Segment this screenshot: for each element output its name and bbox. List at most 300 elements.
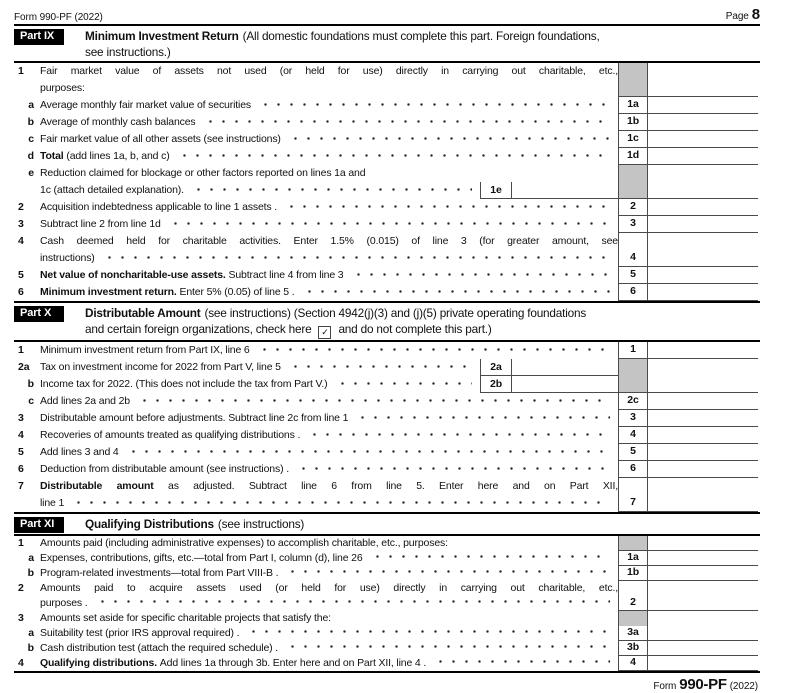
line-number: 3 [18,218,24,230]
line-number: 5 [18,269,24,281]
dot-leader [284,641,610,656]
form-row [0,611,758,626]
line-tag-box [618,284,648,301]
line-tag: 1b [626,565,640,578]
label-line [40,250,618,267]
part-rows [0,342,785,512]
form-row [0,216,758,233]
amount-field[interactable] [648,114,758,131]
form-row [0,410,758,427]
line-number: 2 [18,201,24,213]
label-line [40,131,618,148]
label-line [40,427,618,444]
amount-field[interactable] [648,165,758,199]
line-tag-box [618,97,648,114]
line-tag: 4 [630,251,636,263]
page-word: Page [725,11,749,22]
label-line [40,233,618,250]
part-title: Qualifying Distributions [85,516,214,531]
line-tag-box [618,626,648,641]
part-description: (All domestic foundations must complete this part. Foreign foundations, [242,29,600,43]
line-number: 2 [18,581,24,594]
line-label [40,641,618,656]
sub-amount-field[interactable] [511,182,618,199]
label-text [40,63,618,80]
part-heading-line [85,516,760,532]
line-number: a [28,626,34,639]
part-title: Distributable Amount [85,306,201,320]
line-tag-box [618,611,648,626]
amount-field[interactable] [648,410,758,427]
label-text: Suitability test (prior IRS approval required) . [40,626,240,639]
line-label [40,626,618,641]
label-text-bold: Distributable amount [40,479,154,492]
label-line [40,165,618,182]
label-line [40,80,618,97]
dot-leader [369,551,610,566]
label-line [40,359,618,376]
label-text: Subtract line 2 from line 1d [40,218,161,230]
dot-leader [350,267,611,284]
page-number: 8 [751,6,760,23]
label-line [40,97,618,114]
line-tag-box [618,216,648,233]
label-text-bold: Net value of noncharitable-use assets. [40,269,226,281]
amount-field[interactable] [648,581,758,611]
amount-field[interactable] [648,359,758,376]
part-section [0,303,785,514]
checkbox-line-before: and certain foreign organizations, check here [85,322,312,336]
dot-leader [287,131,610,148]
label-text-bold: Total [40,150,64,162]
label-text: Tax on investment income for 2022 from Part V, line 5 [40,360,281,373]
dot-leader [334,376,472,393]
label-line [40,284,618,301]
part-description-text: see instructions.) [85,45,171,59]
form-row [0,566,758,581]
amount-field[interactable] [648,199,758,216]
line-number: c [28,133,34,145]
line-tag-box [618,199,648,216]
line-number: d [27,150,34,162]
line-label [40,410,618,427]
label-text [40,478,618,495]
line-tag: 1d [626,149,640,161]
dot-leader [283,199,610,216]
form-row [0,656,758,671]
label-text: Amounts set aside for specific charitable projects that satisfy the: [40,611,331,624]
line-tag-box [618,233,648,267]
line-number: a [28,551,34,564]
form-row [0,478,758,512]
amount-field[interactable] [648,233,758,267]
line-tag-box [618,551,648,566]
label-text: 1c (attach detailed explanation). [40,184,184,196]
line-tag-box [618,656,648,671]
dot-leader [202,114,610,131]
part-description-line2 [85,44,760,60]
line-tag-box [618,376,648,393]
part-heading-text [85,28,760,60]
line-label [40,656,618,671]
part-title: Minimum Investment Return [85,29,239,43]
line-label [40,581,618,611]
dot-leader [125,444,610,461]
dot-leader [301,284,611,301]
line-tag-box [618,114,648,131]
amount-field[interactable] [648,216,758,233]
sub-amount-field[interactable] [511,359,618,376]
label-text: Minimum investment return from Part IX, line 6 [40,343,250,356]
label-line [40,199,618,216]
line-label [40,461,618,478]
amount-field[interactable] [648,131,758,148]
form-body [0,26,785,673]
label-line [40,566,618,581]
line-label [40,393,618,410]
label-line [40,626,618,641]
label-text: Deduction from distributable amount (see instructions) . [40,462,289,475]
line-label [40,427,618,444]
part-header [14,303,760,342]
amount-field[interactable] [648,478,758,512]
form-row [0,97,758,114]
line-number: 4 [18,235,24,247]
form-row [0,359,758,376]
line-number: 6 [18,286,24,298]
line-number: 6 [18,462,24,475]
line-tag-box [618,148,648,165]
dot-leader [432,656,610,671]
line-tag-box [618,536,648,551]
form-row [0,114,758,131]
dot-leader [190,182,472,199]
dot-leader [257,97,610,114]
line-number: 3 [18,411,24,424]
part-badge: Part IX [14,29,64,45]
line-tag: 1a [627,98,639,110]
line-tag-box [618,131,648,148]
line-tag: 1a [627,550,639,563]
form-row [0,267,758,284]
label-text-bold: Minimum investment return. [40,286,177,298]
amount-field[interactable] [648,342,758,359]
label-line [40,342,618,359]
line-tag-box [618,359,648,376]
label-line [40,461,618,478]
dot-leader [354,410,610,427]
label-text: Add lines 1a through 3b. Enter here and on Part XII, line 4 . [157,656,427,669]
line-label [40,267,618,284]
label-text: purposes . [40,596,88,609]
form-row [0,626,758,641]
line-label [40,566,618,581]
label-text: Cash distribution test (attach the required schedule) . [40,641,279,654]
line-label [40,611,618,626]
label-text: Subtract line 4 from line 3 [225,269,344,281]
line-tag-box [618,444,648,461]
sub-line-tag: 1e [480,182,511,199]
line-tag-box [618,410,648,427]
footer-form-word: Form [653,680,677,692]
amount-field[interactable] [648,626,758,641]
label-text: Fair market value of all other assets (see instructions) [40,133,281,145]
amount-field[interactable] [648,641,758,656]
label-line [40,551,618,566]
label-line [40,216,618,233]
line-label [40,478,618,512]
amount-field[interactable] [648,656,758,671]
dot-leader [167,216,610,233]
label-line [40,641,618,656]
label-text: Add lines 2a and 2b [40,394,130,407]
line-label [40,165,618,199]
line-tag: 6 [630,285,636,297]
part-header [14,26,760,63]
form-row [0,165,758,199]
label-line [40,596,618,611]
label-text-rest: Cash deemed held for charitable activities. Enter 1.5% (0.015) of line 3 (for greater amount, see [40,235,618,247]
line-label [40,131,618,148]
form-row [0,461,758,478]
label-text: Enter 5% (0.05) of line 5 . [176,286,295,298]
label-line [40,495,618,512]
amount-field[interactable] [648,611,758,626]
line-number: 3 [18,611,24,624]
label-text: (add lines 1a, b, and c) [63,150,170,162]
form-row [0,284,758,301]
label-line [40,611,618,626]
label-text: line 1 [40,496,65,509]
line-tag: 7 [630,495,636,508]
form-row [0,233,758,267]
form-row [0,581,758,611]
dot-leader [284,566,610,581]
label-line [40,410,618,427]
line-number: 1 [18,65,24,77]
form-row [0,551,758,566]
line-label [40,148,618,165]
line-label [40,284,618,301]
amount-field[interactable] [648,63,758,97]
line-tag: 3 [630,410,636,423]
line-tag: 2 [630,595,636,608]
label-text: Income tax for 2022. (This does not include the tax from Part V.) [40,377,328,390]
line-tag: 6 [630,461,636,474]
form-row [0,536,758,551]
sub-line-tag: 2b [480,376,511,393]
page-header [14,0,760,26]
line-number: 1 [18,343,24,356]
label-text: Acquisition indebtedness applicable to line 1 assets . [40,201,278,213]
line-number: 4 [18,428,24,441]
line-number: 4 [18,656,24,669]
label-line [40,478,618,495]
amount-field[interactable] [648,267,758,284]
line-tag-box [618,393,648,410]
label-line [40,656,618,671]
label-line [40,114,618,131]
dot-leader [70,495,610,512]
label-line [40,267,618,284]
form-row [0,444,758,461]
line-tag-box [618,165,648,199]
line-tag-box [618,478,648,512]
label-text: Average monthly fair market value of securities [40,99,252,111]
line-tag: 4 [630,655,636,668]
label-line [40,148,618,165]
dot-leader [94,596,610,611]
line-number: b [27,116,34,128]
form-row [0,342,758,359]
amount-field[interactable] [648,551,758,566]
line-label [40,342,618,359]
form-row [0,393,758,410]
line-label [40,114,618,131]
line-label [40,359,618,376]
line-tag: 1 [630,342,636,355]
line-tag: 3a [627,625,639,638]
line-tag: 5 [630,444,636,457]
label-line [40,376,618,393]
label-text: Reduction claimed for blockage or other factors reported on lines 1a and [40,167,366,179]
line-label [40,63,618,97]
checkmark-icon: ✓ [321,327,329,337]
dot-leader [245,626,610,641]
dot-leader [306,427,610,444]
label-text: instructions) [40,252,95,264]
label-text-bold: Qualifying distributions. [40,656,158,669]
label-line [40,63,618,80]
line-tag: 1c [627,132,639,144]
line-label [40,444,618,461]
checkbox-line-after: and do not complete this part.) [338,322,492,336]
part-rows [0,536,785,671]
line-number: a [28,99,34,111]
label-line [40,182,618,199]
line-label [40,551,618,566]
part-description: (see instructions) (Section 4942(j)(3) and (j)(5) private operating foundations [204,306,587,320]
amount-field[interactable] [648,284,758,301]
line-tag-box [618,63,648,97]
line-number: 5 [18,445,24,458]
label-line [40,536,618,551]
line-label [40,97,618,114]
line-label [40,199,618,216]
form-row [0,427,758,444]
label-text: Program-related investments—total from Part VIII-B . [40,566,279,579]
foreign-org-checkbox[interactable] [318,326,331,339]
line-label [40,233,618,267]
amount-field[interactable] [648,566,758,581]
amount-field[interactable] [648,444,758,461]
part-badge: Part XI [14,517,64,533]
amount-field[interactable] [648,393,758,410]
line-number: b [27,566,34,579]
label-text-rest: Amounts paid to acquire assets used (or held for use) directly in carrying out charitable, etc., [40,581,618,594]
label-text: Average of monthly cash balances [40,116,196,128]
line-number: e [28,167,34,179]
form-row [0,641,758,656]
line-label [40,216,618,233]
form-row [0,148,758,165]
line-number: 1 [18,536,24,549]
part-heading-line [85,28,760,44]
label-text [40,581,618,596]
amount-field[interactable] [648,427,758,444]
line-tag: 2c [627,393,639,406]
dot-leader [101,250,610,267]
amount-field[interactable] [648,148,758,165]
line-tag: 3 [630,217,636,229]
dot-leader [256,342,610,359]
label-line [40,393,618,410]
line-tag: 3b [626,640,640,653]
form-row [0,376,758,393]
part-section [0,26,785,303]
line-number: b [27,377,34,390]
part-heading-text [85,305,760,339]
line-tag-box [618,342,648,359]
page-indicator [726,6,760,23]
part-description: (see instructions) [217,516,305,531]
line-number: 7 [18,479,24,492]
line-number: b [27,641,34,654]
form-id-label: Form 990-PF (2022) [14,12,103,23]
checkbox-line [85,321,760,339]
label-text: Distributable amount before adjustments. Subtract line 2c from line 1 [40,411,349,424]
form-row [0,63,758,97]
line-tag-box [618,427,648,444]
label-text: Amounts paid (including administrative expenses) to accomplish charitable, etc., purposes: [40,536,448,549]
part-heading-line [85,305,760,321]
line-tag: 1b [626,115,640,127]
label-text: purposes: [40,82,85,94]
amount-field[interactable] [648,461,758,478]
footer-form-number: 990-PF [679,675,727,693]
sub-amount-field[interactable] [511,376,618,393]
part-rows [0,63,785,301]
line-tag-box [618,641,648,656]
line-tag-box [618,566,648,581]
line-tag-box [618,461,648,478]
form-row [0,131,758,148]
line-tag: 2 [630,200,636,212]
label-text-rest: as adjusted. Subtract line 6 from line 5. Enter here and on Part XII, [153,479,618,492]
line-label [40,536,618,551]
part-header [14,514,760,536]
line-tag: 5 [630,268,636,280]
label-text-rest: Fair market value of assets not used (or held for use) directly in carrying out charitable, etc., [40,65,618,77]
dot-leader [176,148,610,165]
sub-line-tag: 2a [480,359,511,376]
line-label [40,376,618,393]
dot-leader [136,393,610,410]
part-section [0,514,785,673]
line-tag: 4 [630,427,636,440]
label-text: Expenses, contributions, gifts, etc.—total from Part I, column (d), line 26 [40,551,363,564]
amount-field[interactable] [648,97,758,114]
line-tag-box [618,267,648,284]
part-badge: Part X [14,306,64,322]
label-text: Recoveries of amounts treated as qualifying distributions . [40,428,301,441]
line-number: c [28,394,34,407]
amount-field[interactable] [648,536,758,551]
label-line [40,444,618,461]
amount-field[interactable] [648,376,758,393]
dot-leader [295,461,610,478]
form-row [0,199,758,216]
